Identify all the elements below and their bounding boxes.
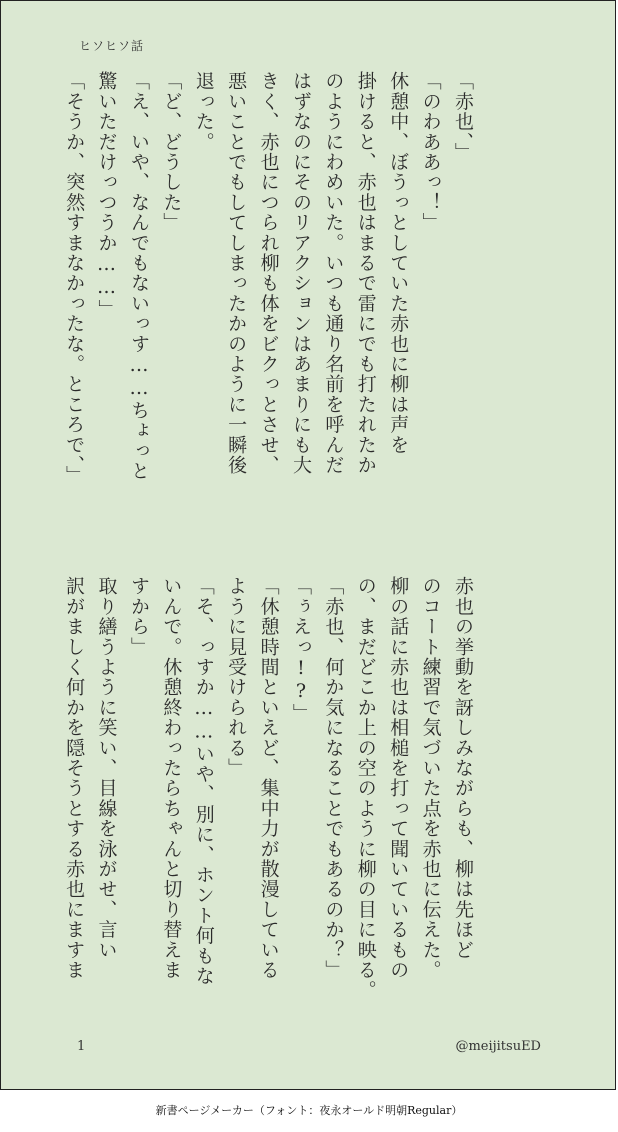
text-line: 訳がましく何かを隠そうとする赤也にますま [63, 576, 86, 980]
text-line: 取り繕うように笑い、目線を泳がせ、言い [95, 576, 118, 960]
text-line: 「赤也、何か気になることでもあるのか？」 [322, 576, 345, 980]
text-line: 「そうか、突然すまなかったな。ところで、」 [63, 71, 86, 486]
text-line: きく、赤也につられ柳も体をビクっとさせ、 [257, 71, 280, 475]
text-line: 「休憩時間といえど、集中力が散漫している [257, 576, 280, 980]
text-line: 「のわああっ！」 [419, 71, 442, 233]
text-line: 掛けると、赤也はまるで雷にでも打たれたか [354, 71, 377, 475]
text-line: 「ぅえっ!?」 [289, 576, 312, 724]
text-line: 「ど、どうした」 [160, 71, 183, 233]
page-number: 1 [77, 1039, 86, 1054]
text-line: 「そ、っすか……いや、別に、ホント何もな [192, 576, 215, 986]
text-line: 柳の話に赤也は相槌を打って聞いているもの [387, 576, 410, 980]
text-line: すから」 [127, 576, 150, 657]
text-line: の、まだどこか上の空のように柳の目に映る。 [354, 576, 377, 1001]
author-handle: @meijitsuED [455, 1039, 541, 1054]
generator-caption: 新書ページメーカー（フォント：夜永オールド明朝Regular） [155, 1104, 463, 1117]
text-line: 「赤也、」 [452, 71, 474, 163]
running-header-title: ヒソヒソ話 [79, 39, 145, 53]
text-line: 「え、いや、なんでもないっす……ちょっと [127, 71, 150, 481]
text-line: のコート練習で気づいた点を赤也に伝えた。 [419, 576, 442, 980]
text-line: はずなのにそのリアクションはあまりにも大 [289, 71, 312, 475]
lower-text-block [59, 576, 479, 1026]
text-line: ように見受けられる」 [225, 576, 248, 778]
text-line: 赤也の挙動を訝しみながらも、柳は先ほど [452, 576, 474, 960]
text-line: 退った。 [192, 71, 215, 152]
text-line: いんで。休憩終わったらちゃんと切り替えま [160, 576, 183, 980]
text-line: 休憩中、ぼうっとしていた赤也に柳は声を [387, 71, 410, 455]
text-line: のようにわめいた。いつも通り名前を呼んだ [322, 71, 345, 475]
upper-text-block [59, 71, 479, 531]
text-line: 悪いことでもしてしまったかのように一瞬後 [225, 71, 248, 475]
text-line: 驚いただけっつうか……」 [95, 71, 118, 320]
